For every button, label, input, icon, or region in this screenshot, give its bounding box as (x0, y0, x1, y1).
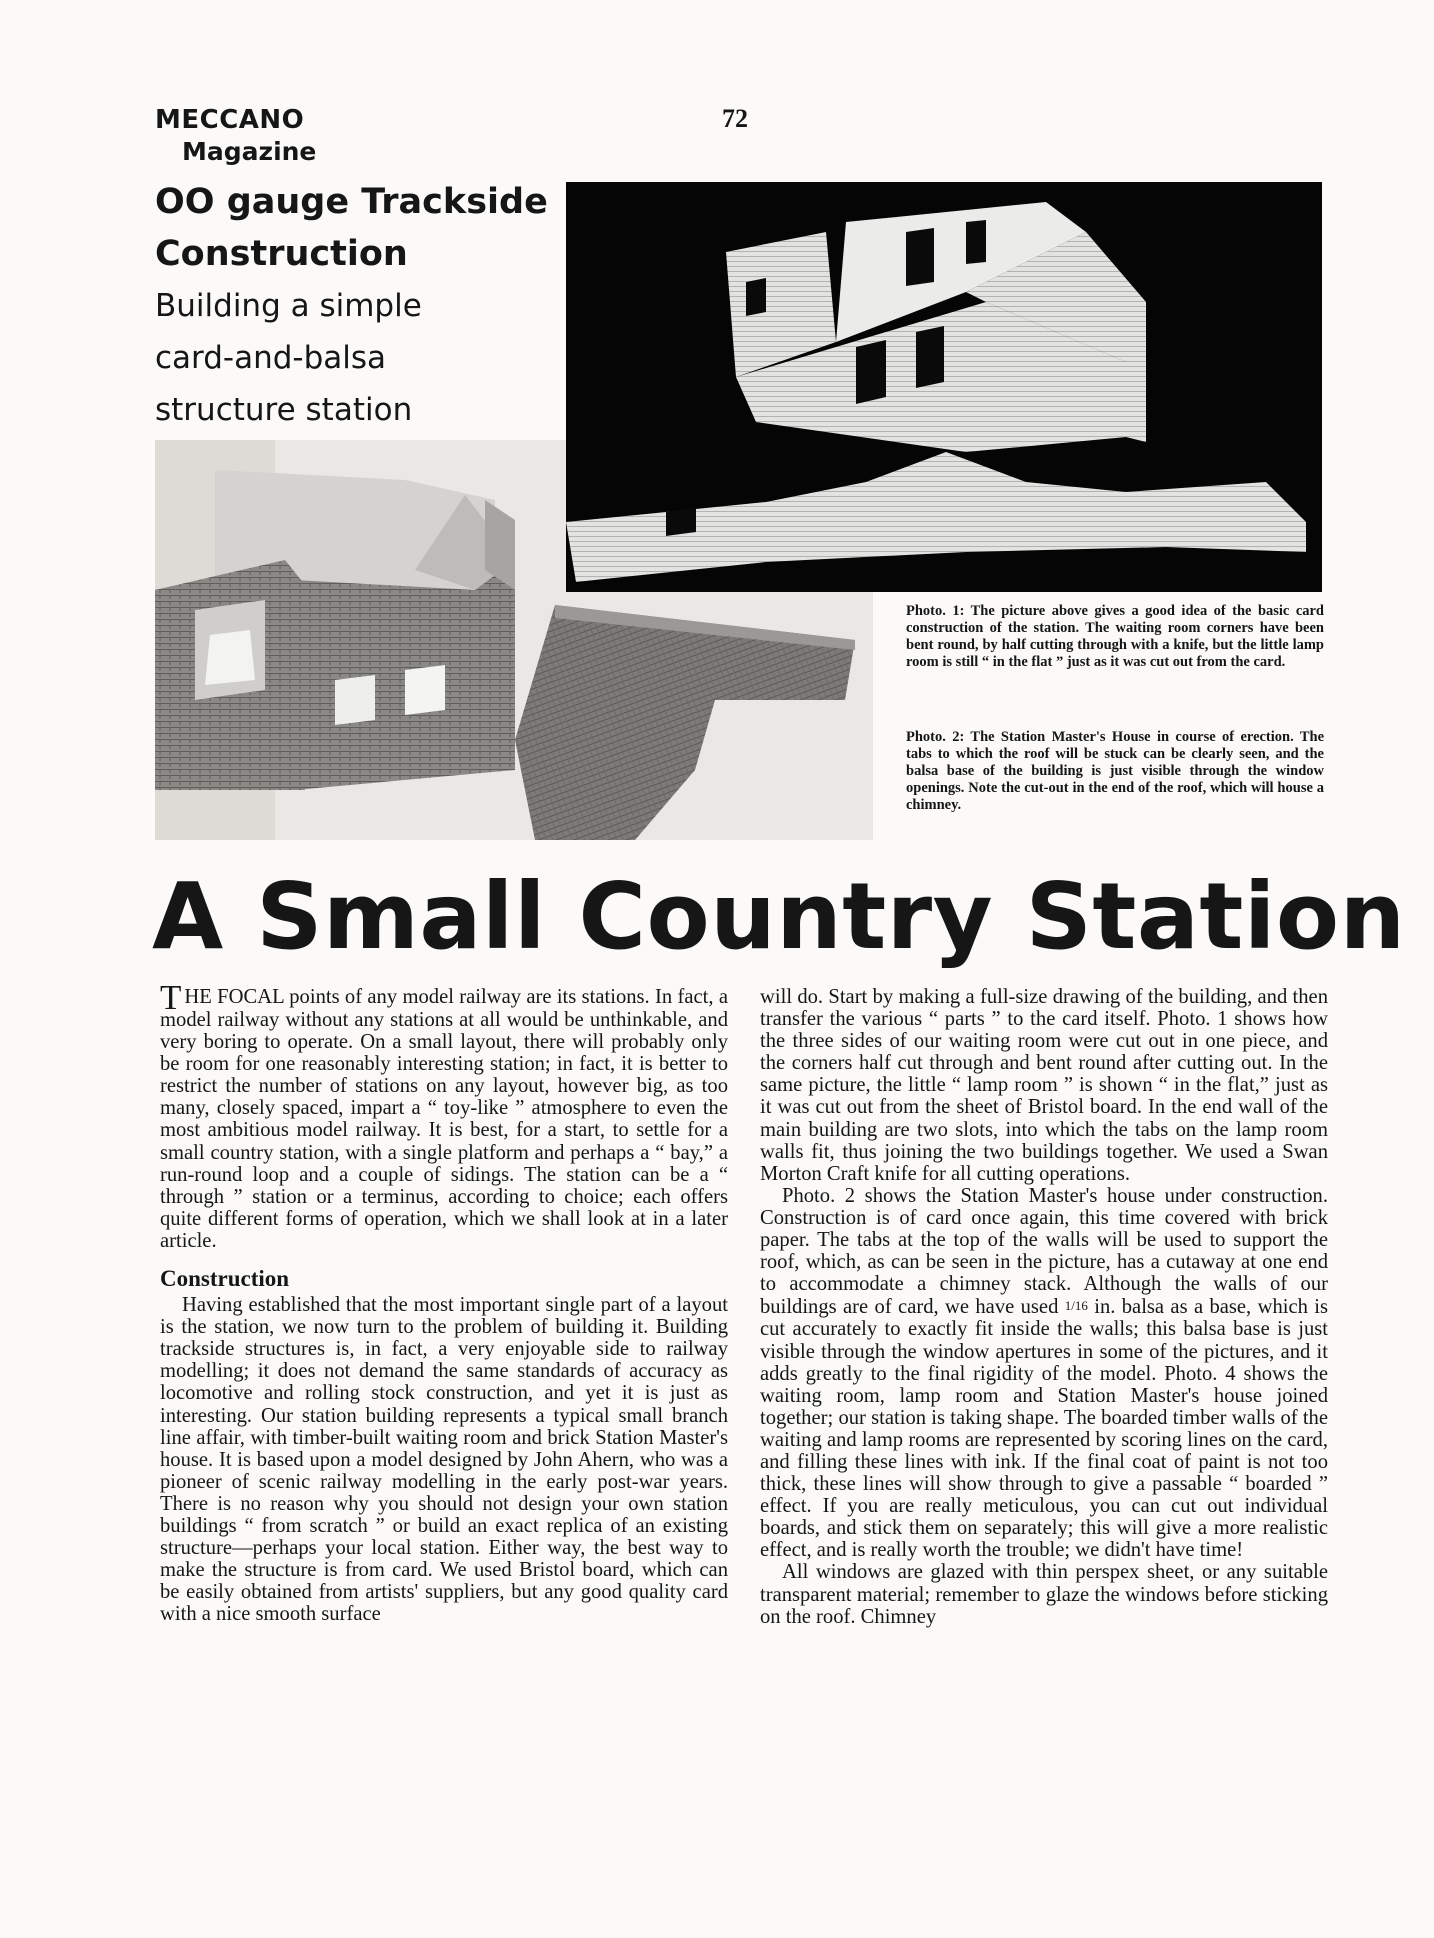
kicker-line-2: Construction (155, 234, 408, 274)
intro-text: HE FOCAL points of any model railway are its stations. In fact, a model railway without any stations at all would be unthinkable, and very boring to operate. On a small layout, there will probably only be room for one reasonably interesting station; in fact, it is better to restrict the number of stations on any layout, however big, as too many, closely spaced, impart a “ toy-like ” atmosphere to even the most ambitious model railway. It is best, for a start, to settle for a small country station, with a single platform and perhaps a “ bay,” a run-round loop and a couple of sidings. The station can be a “ through ” station or a terminus, according to choice; each offers quite different forms of operation, which we shall look at in a later article. (160, 986, 728, 1252)
subtitle-line-3: structure station (155, 392, 413, 428)
continuation-paragraph: will do. Start by making a full-size drawing of the building, and then transfer the various “ parts ” to the card itself. Photo. 1 shows how the three sides of our waiting room were cut out in one piece, and the corners half cut through and bent round after cutting out. In the same picture, the little “ lamp room ” is shown “ in the flat,” just as it was cut out from the sheet of Bristol board. In the end wall of the main building are two slots, into which the tabs on the lamp room walls fit, thus joining the two buildings together. We used a Swan Morton Craft knife for all cutting operations. (760, 986, 1328, 1185)
masthead-subtitle: Magazine (182, 137, 317, 166)
photo-2-paragraph (760, 1185, 1328, 1562)
photo-2-paragraph-part-b: in. balsa as a base, which is cut accurately to exactly fit inside the walls; this balsa base is just visible through the window apertures in some of the pictures, and it adds greatly to the final rigidity of the model. Photo. 4 shows the waiting room, lamp room and Station Master's house joined together; our station is taking shape. The boarded timber walls of the waiting and lamp rooms are represented by scoring lines on the card, and filling these lines with ink. If the final coat of paint is not too thick, these lines will show through to give a passable “ boarded ” effect. If you are really meticulous, you can cut out individual boards, and stick them on separately; this will give a more realistic effect, and is really worth the trouble; we didn't have time! (760, 1296, 1328, 1562)
masthead (155, 104, 316, 168)
windows-paragraph: All windows are glazed with thin perspex sheet, or any suitable transparent material; remember to glaze the windows before sticking on the roof. Chimney (760, 1561, 1328, 1628)
article-column-left (160, 978, 728, 1626)
construction-subhead: Construction (160, 1266, 290, 1292)
fraction: 1/16 (1064, 1298, 1088, 1314)
kicker-line-1: OO gauge Trackside (155, 182, 548, 222)
construction-paragraph: Having established that the most important single part of a layout is the station, we now turn to the problem of building it. Building trackside structures is, in fact, a very enjoyable side to railway modelling; it does not demand the same standards of accuracy as locomotive and rolling stock construction, and yet it is just as interesting. Our station building represents a typical small branch line affair, with timber-built waiting room and brick Station Master's house. It is based upon a model designed by John Ahern, who was a pioneer of scenic railway modelling in the early post-war years. There is no reason why you should not design your own station buildings “ from scratch ” or build an exact replica of an existing structure—perhaps your local station. Either way, the best way to make the structure is from card. We used Bristol board, which can be easily obtained from artists' suppliers, but any good quality card with a nice smooth surface (160, 1294, 728, 1626)
intro-paragraph (160, 978, 728, 1252)
page-number: 72 (722, 104, 748, 133)
kicker (155, 176, 575, 436)
drop-cap: T (160, 978, 182, 1017)
masthead-title: MECCANO (155, 105, 305, 135)
subtitle-line-1: Building a simple (155, 288, 422, 324)
photo-2-paragraph-part-a: Photo. 2 shows the Station Master's house under construction. Construction is of card once again, this time covered with brick paper. The tabs at the top of the walls will be used to support the roof, which, as can be seen in the picture, has a cutaway at one end to accommodate a chimney stack. Although the walls of our buildings are of card, we have used (760, 1184, 1328, 1319)
photo-1-illustration (566, 182, 1322, 592)
article-column-right (760, 986, 1328, 1628)
article-headline: A Small Country Station (152, 863, 1406, 970)
photo-2-caption: Photo. 2: The Station Master's House in course of erection. The tabs to which the roof will be stuck can be clearly seen, and the balsa base of the building is just visible through the window openings. Note the cut-out in the end of the roof, which will house a chimney. (906, 729, 1324, 813)
photo-1-caption: Photo. 1: The picture above gives a good idea of the basic card construction of the station. The waiting room corners have been bent round, by half cutting through with a knife, but the little lamp room is still “ in the flat ” just as it was cut out from the card. (906, 603, 1324, 670)
photo-1-waiting-room (566, 182, 1322, 592)
subtitle-line-2: card-and-balsa (155, 340, 387, 376)
